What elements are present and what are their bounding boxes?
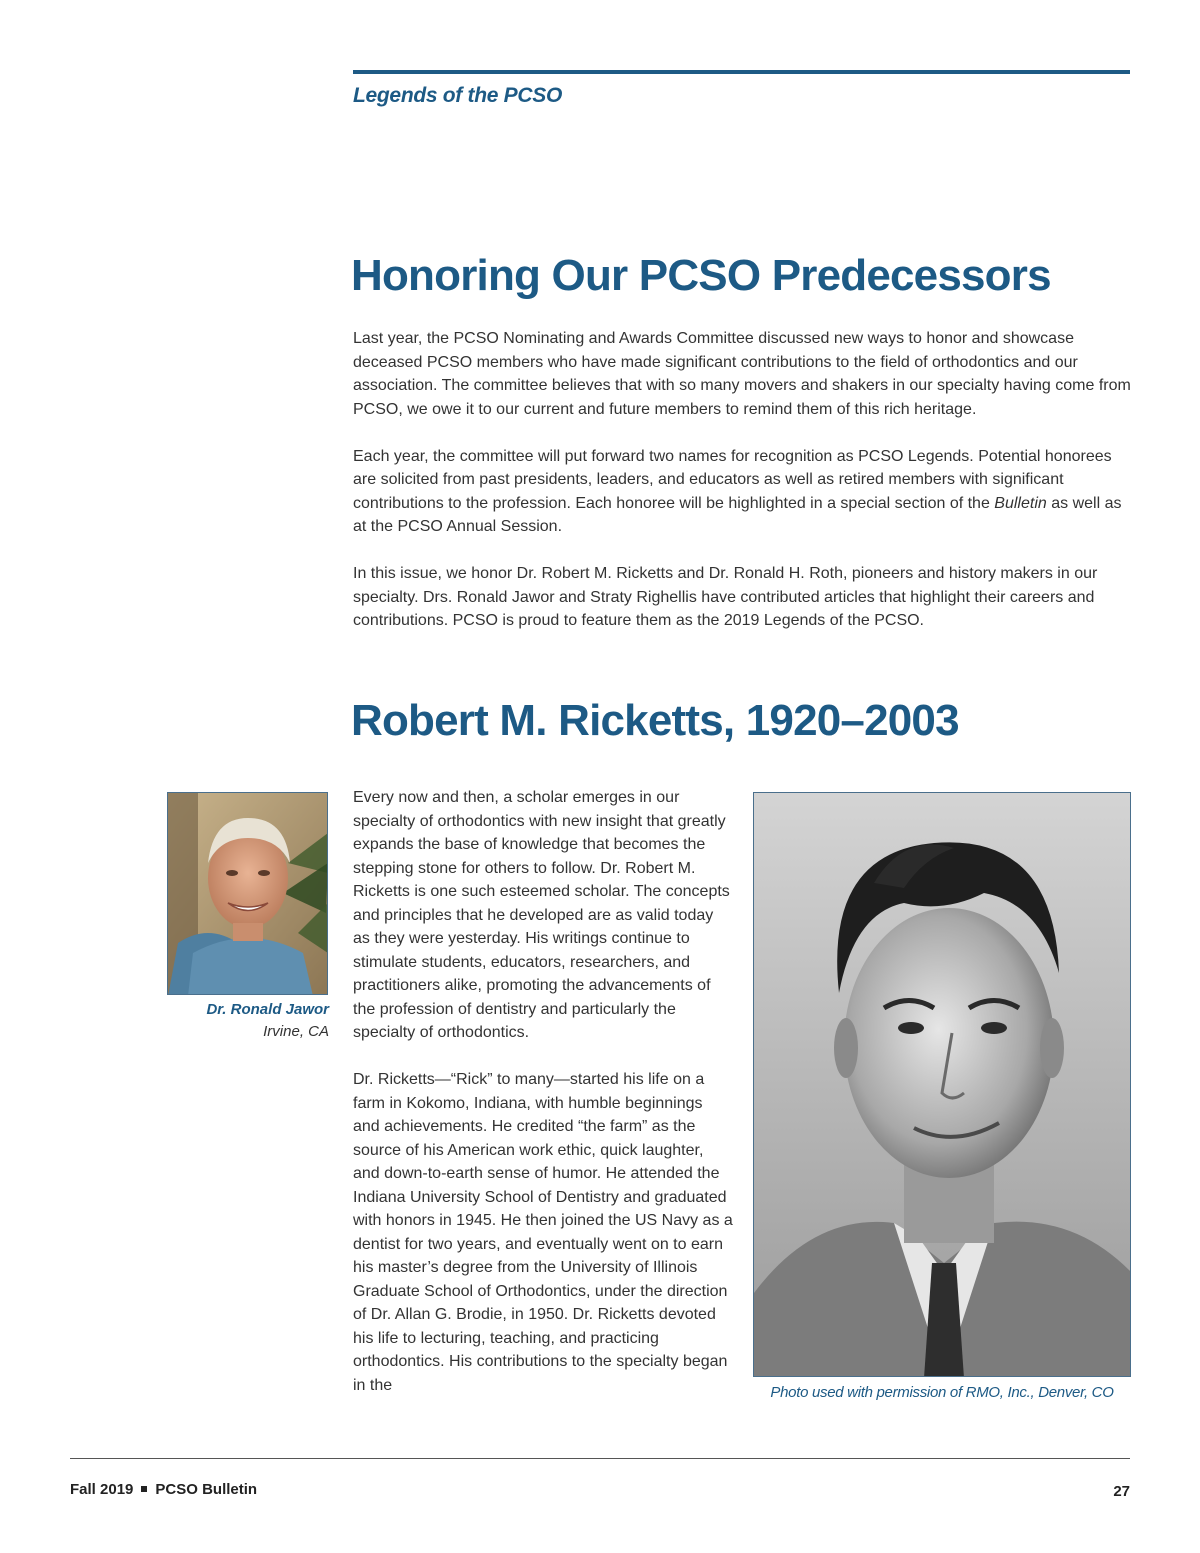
intro-paragraph: Last year, the PCSO Nominating and Awards Committee discussed new ways to honor and showcase deceased PCSO members who have made significant contributions to the field of orthodontics and our association. The committee believes that with so many movers and shakers in our specialty having come from PCSO, we owe it to our current and future members to remind them of this rich heritage. — [353, 330, 1131, 418]
article-title: Honoring Our PCSO Predecessors — [351, 251, 1051, 300]
footer-title: PCSO Bulletin — [155, 1481, 258, 1498]
footer-rule — [70, 1458, 1130, 1459]
intro-text — [353, 327, 1133, 656]
page-number: 27 — [1113, 1483, 1130, 1500]
profile-body — [353, 786, 733, 1421]
section-label: Legends of the PCSO — [353, 84, 562, 107]
profile-title: Robert M. Ricketts, 1920–2003 — [351, 696, 959, 745]
body-paragraph: Dr. Ricketts—“Rick” to many—started his life on a farm in Kokomo, Indiana, with humble beginnings and achievements. He credited “the farm” as the source of his American work ethic, quick laughter, and down-to-earth sense of humor. He attended the Indiana University School of Dentistry and graduated with honors in 1945. He then joined the US Navy as a dentist for two years, and eventually went on to earn his master’s degree from the University of Illinois Graduate School of Orthodontics, under the direction of Dr. Allan G. Brodie, in 1950. Dr. Ricketts devoted his life to lecturing, teaching, and practicing orthodontics. His contributions to the specialty began in the — [353, 1071, 733, 1394]
intro-paragraph: Each year, the committee will put forward two names for recognition as PCSO Legends. Potential honorees are solicited from past presidents, leaders, and educators as well as retired members with significant contributions to the profession. Each honoree will be highlighted in a special section of the Bulletin as well as at the PCSO Annual Session. — [353, 447, 1122, 535]
photo-credit: Photo used with permission of RMO, Inc., Denver, CO — [770, 1384, 1114, 1401]
ricketts-photo — [753, 792, 1131, 1377]
author-location: Irvine, CA — [263, 1023, 329, 1040]
intro-paragraph: In this issue, we honor Dr. Robert M. Ricketts and Dr. Ronald H. Roth, pioneers and history makers in our specialty. Drs. Ronald Jawor and Straty Righellis have contributed articles that highlight their careers and contributions. PCSO is proud to feature them as the 2019 Legends of the PCSO. — [353, 565, 1098, 629]
header-rule — [353, 70, 1130, 74]
footer-issue: Fall 2019 — [70, 1481, 134, 1498]
body-paragraph: Every now and then, a scholar emerges in our specialty of orthodontics with new insight that greatly expands the base of knowledge that becomes the stepping stone for others to follow. Dr. Robert M. Ricketts is one such esteemed scholar. The concepts and principles that he developed are as valid today as they were yesterday. His writings continue to stimulate students, educators, researchers, and practitioners alike, promoting the advancements of the profession of dentistry and particularly the specialty of orthodontics. — [353, 789, 730, 1041]
footer-publication — [70, 1481, 257, 1498]
publication-name: Bulletin — [994, 494, 1047, 512]
square-bullet-icon — [141, 1486, 147, 1492]
author-photo — [167, 792, 328, 995]
author-name: Dr. Ronald Jawor — [206, 1001, 329, 1018]
